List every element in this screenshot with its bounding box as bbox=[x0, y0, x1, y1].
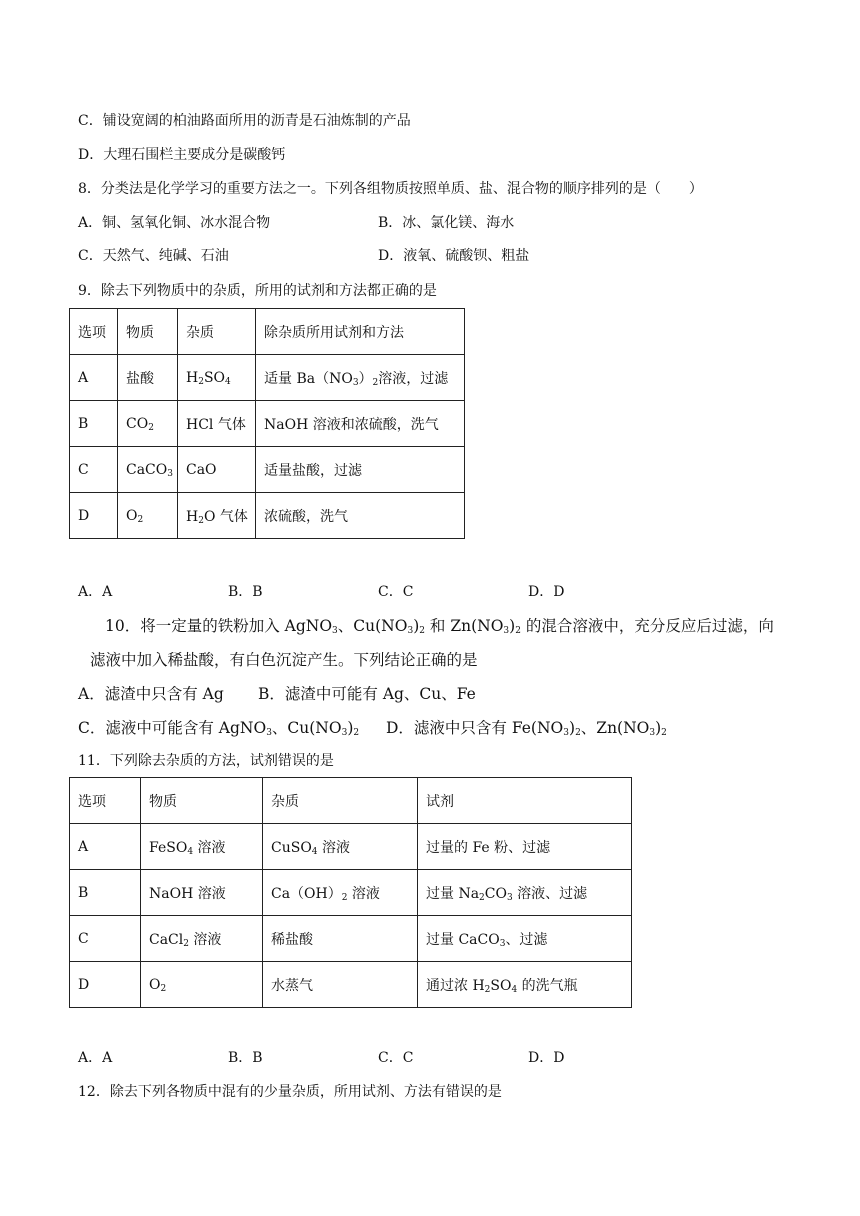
q9-row-d bbox=[70, 493, 465, 539]
q8-stem: 8．分类法是化学学习的重要方法之一。下列各组物质按照单质、盐、混合物的顺序排列的是（ ） bbox=[78, 181, 703, 197]
table-cell-2: 稀盐酸 bbox=[263, 916, 418, 962]
table-cell-0: C bbox=[70, 447, 118, 493]
q9-option-d: D．D bbox=[528, 584, 565, 600]
table-cell-2: HCl 气体 bbox=[178, 401, 256, 447]
table-cell-2: $H_2O$ 气体 bbox=[178, 493, 256, 539]
table-cell-2: $Ca(OH)_2$ 溶液 bbox=[263, 870, 418, 916]
header-cell-1: 物质 bbox=[118, 309, 178, 355]
q9-table bbox=[69, 308, 465, 539]
table-cell-1: CaCl$_2$ 溶液 bbox=[141, 916, 263, 962]
q9-option-c: C．C bbox=[378, 584, 414, 600]
table-cell-0: A bbox=[70, 824, 141, 870]
header-cell-0: 选项 bbox=[70, 309, 118, 355]
table-cell-1: FeSO$_4$ 溶液 bbox=[141, 824, 263, 870]
q10-option-a: A．滤渣中只含有 Ag bbox=[78, 685, 224, 703]
q11-row-a bbox=[70, 824, 632, 870]
q9-row-c bbox=[70, 447, 465, 493]
q10-stem-line2: 滤液中加入稀盐酸，有白色沉淀产生。下列结论正确的是 bbox=[90, 651, 478, 669]
q10-option-c: C．滤液中可能含有 AgNO$_3$、$Cu(NO_3)_2$ bbox=[78, 719, 360, 738]
table-cell-3: 适量 $Ba(NO_3)_2$溶液，过滤 bbox=[256, 355, 465, 401]
table-cell-2: $H_2SO_4$ bbox=[178, 355, 256, 401]
table-cell-3: NaOH 溶液和浓硫酸，洗气 bbox=[256, 401, 465, 447]
table-cell-1: $CO_2$ bbox=[118, 401, 178, 447]
table-cell-3: 适量盐酸，过滤 bbox=[256, 447, 465, 493]
header-cell-2: 杂质 bbox=[263, 778, 418, 824]
q11-row-b bbox=[70, 870, 632, 916]
q11-table-body bbox=[70, 778, 632, 1008]
q11-header-row bbox=[70, 778, 632, 824]
header-cell-2: 杂质 bbox=[178, 309, 256, 355]
q8-option-a: A．铜、氢氧化铜、冰水混合物 bbox=[78, 215, 271, 231]
q9-table-body bbox=[70, 309, 465, 539]
q10-stem-line1: 10．将一定量的铁粉加入 AgNO$_3$、$Cu(NO_3)_2$ 和 $Zn(NO_3)_2$ 的混合溶液中，充分反应后过滤，向 bbox=[105, 617, 774, 636]
q9-header-row bbox=[70, 309, 465, 355]
table-cell-1: $O_2$ bbox=[141, 962, 263, 1008]
table-cell-1: CaCO$_3$ bbox=[118, 447, 178, 493]
q9-row-b bbox=[70, 401, 465, 447]
table-cell-3: 通过浓 $H_2SO_4$ 的洗气瓶 bbox=[418, 962, 632, 1008]
q8-option-b: B．冰、氯化镁、海水 bbox=[378, 215, 515, 231]
q11-option-a: A．A bbox=[78, 1050, 113, 1066]
table-cell-0: B bbox=[70, 401, 118, 447]
q9-row-a bbox=[70, 355, 465, 401]
table-cell-3: 浓硫酸，洗气 bbox=[256, 493, 465, 539]
table-cell-1: NaOH 溶液 bbox=[141, 870, 263, 916]
table-cell-2: CuSO$_4$ 溶液 bbox=[263, 824, 418, 870]
q11-option-b: B．B bbox=[228, 1050, 263, 1066]
table-cell-0: A bbox=[70, 355, 118, 401]
q7-option-d: D．大理石围栏主要成分是碳酸钙 bbox=[78, 147, 286, 163]
table-cell-1: 盐酸 bbox=[118, 355, 178, 401]
q11-row-c bbox=[70, 916, 632, 962]
table-cell-0: D bbox=[70, 962, 141, 1008]
table-cell-3: 过量 $Na_2CO_3$ 溶液、过滤 bbox=[418, 870, 632, 916]
q11-table bbox=[69, 777, 632, 1008]
table-cell-3: 过量的 Fe 粉、过滤 bbox=[418, 824, 632, 870]
table-cell-2: 水蒸气 bbox=[263, 962, 418, 1008]
header-cell-3: 试剂 bbox=[418, 778, 632, 824]
q10-option-b: B．滤渣中可能有 Ag、Cu、Fe bbox=[258, 685, 476, 703]
table-cell-0: D bbox=[70, 493, 118, 539]
q11-option-d: D．D bbox=[528, 1050, 565, 1066]
header-cell-3: 除杂质所用试剂和方法 bbox=[256, 309, 465, 355]
q8-option-d: D．液氧、硫酸钡、粗盐 bbox=[378, 248, 530, 264]
q10-option-d: D．滤液中只含有 $Fe(NO_3)_2$、$Zn(NO_3)_2$ bbox=[386, 719, 667, 738]
table-cell-3: 过量 CaCO$_3$、过滤 bbox=[418, 916, 632, 962]
q9-stem: 9．除去下列物质中的杂质，所用的试剂和方法都正确的是 bbox=[78, 283, 437, 299]
q11-row-d bbox=[70, 962, 632, 1008]
q9-option-a: A．A bbox=[78, 584, 113, 600]
q11-option-c: C．C bbox=[378, 1050, 414, 1066]
q11-stem: 11．下列除去杂质的方法，试剂错误的是 bbox=[78, 753, 334, 769]
q12-stem: 12．除去下列各物质中混有的少量杂质，所用试剂、方法有错误的是 bbox=[78, 1084, 502, 1100]
q7-option-c: C．铺设宽阔的柏油路面所用的沥青是石油炼制的产品 bbox=[78, 113, 411, 129]
q8-option-c: C．天然气、纯碱、石油 bbox=[78, 248, 229, 264]
table-cell-1: $O_2$ bbox=[118, 493, 178, 539]
table-cell-0: C bbox=[70, 916, 141, 962]
q9-option-b: B．B bbox=[228, 584, 263, 600]
table-cell-2: CaO bbox=[178, 447, 256, 493]
table-cell-0: B bbox=[70, 870, 141, 916]
header-cell-1: 物质 bbox=[141, 778, 263, 824]
header-cell-0: 选项 bbox=[70, 778, 141, 824]
